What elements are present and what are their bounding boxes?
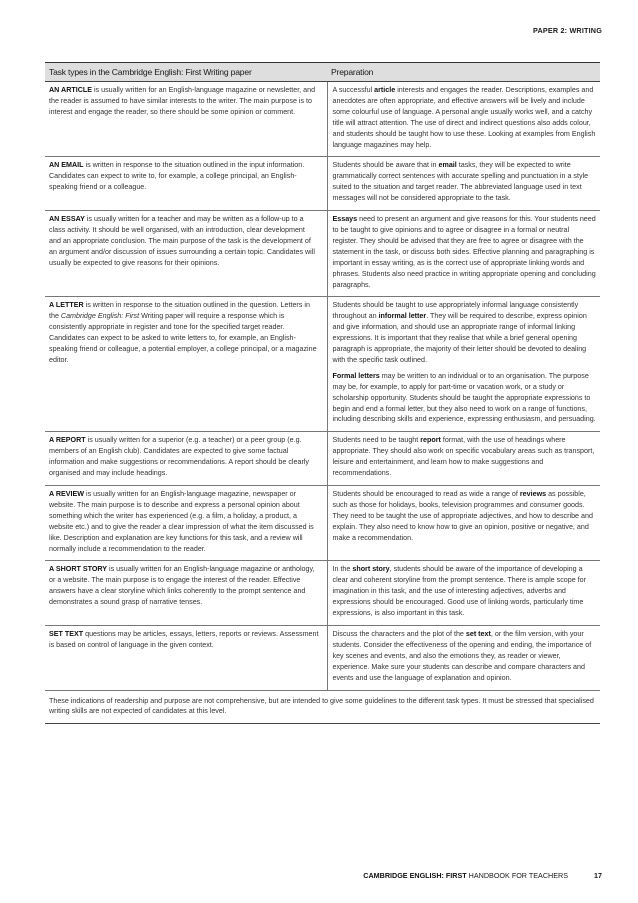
preparation-text: need to present an argument and give reasons for this. Your students need to be taught to give opinions and to agree or disagree in a formal or neutral register. They should be advised that they are free to agree or disagree with the statement in the task, or discuss both sides. Effective planning and paragraphing is important in essay writing, as is the correct use of appropriate linking words and phrases. Students also need practice in writing appropriate opening and concluding paragraphs. (332, 215, 596, 289)
task-description: is written in response to the situation outlined in the question. Letters in the (49, 301, 310, 321)
keyword: Formal letters (332, 371, 380, 380)
task-type-name: A REVIEW (49, 490, 85, 498)
keyword: article (374, 86, 396, 94)
task-cell (45, 157, 327, 211)
keyword: report (420, 436, 441, 445)
preparation-paragraph (333, 371, 597, 426)
preparation-cell (327, 297, 600, 432)
footer-title-bold: CAMBRIDGE ENGLISH: FIRST (363, 871, 467, 880)
preparation-text: as possible, such as those for holidays, books, television programmes and consumer goods. They need to be taught the use of appropriate adjectives, and how to describe and explain. They also need to know how to give an opinion, positive or negative, and make a recommendation. (332, 490, 593, 542)
task-type-name: A SHORT STORY (49, 565, 108, 574)
col-header-task-types: Task types in the Cambridge English: First Writing paper (45, 63, 327, 82)
preparation-text: A successful (332, 86, 375, 94)
task-type-name: AN ESSAY (49, 215, 85, 224)
task-type-name: A REPORT (49, 436, 86, 445)
preparation-cell (327, 157, 600, 211)
preparation-cell (327, 561, 600, 626)
task-cell (45, 82, 327, 157)
table-row-short-story (45, 561, 600, 626)
preparation-cell (327, 211, 600, 297)
preparation-cell (327, 82, 600, 157)
preparation-text: Students should be aware that in (332, 161, 439, 170)
task-type-name: SET TEXT (49, 629, 84, 638)
task-cell (45, 625, 327, 690)
table-row-essay (45, 211, 600, 297)
keyword: set text (465, 629, 491, 638)
task-description: is usually written for an English-language magazine or newsletter, and the reader is assumed to have similar interests to the writer. The main purpose is to interest and engage the reader, so there should be some opinion or comment. (49, 86, 316, 116)
preparation-text: interests and engages the reader. Descriptions, examples and anecdotes are often appropriate, and effective answers will be lively and include some colourful use of language. A personal angle usually works well, and a catchy title will attract attention. The use of direct and indirect questions also adds colour, and students should be taught how to use these. Looking at examples from English language magazines may help. (332, 86, 596, 149)
preparation-paragraph (333, 300, 597, 365)
preparation-text: , students should be aware of the importance of developing a clear and coherent storyline from the prompt sentence. There is ample scope for imagination in this task, and the use of interesting adjectives, adverbs and expressions should be encouraged. Good use of linking words, particularly time expressions, is also important in this task. (332, 565, 586, 618)
preparation-text: tasks, they will be expected to write grammatically correct sentences with accurate spelling and punctuation in a style suited to the situation and target reader. The abbreviated language used in text messages will not be considered appropriate to the task. (332, 161, 589, 203)
preparation-text: Discuss the characters and the plot of the (332, 629, 466, 638)
table-row-set-text (45, 625, 600, 690)
task-description: is usually written for a teacher and may be written as a follow-up to a class activity. It should be well organised, with an introduction, clear development and an appropriate conclusion. The main purpose of the task is the development of an argument and/or discussion of issues surrounding a certain topic. Candidates will usually be expected to give reasons for their opinions. (49, 215, 315, 267)
keyword: email (438, 161, 457, 170)
task-description: questions may be articles, essays, letters, reports or reviews. Assessment is based on control of language in the given context. (49, 629, 319, 649)
table-row-review (45, 486, 600, 561)
table-header-row (45, 63, 600, 82)
preparation-text: may be written to an individual or to an organisation. The purpose may be, for example, to apply for part-time or vacation work, or a study or scholarship opportunity. Students should be taught the appropriate expressions to begin and end a formal letter, but they also need to work on a range of functions, including describing skills and experience, expressing enthusiasm, and persuading. (332, 371, 596, 424)
preparation-text: . They will be required to describe, express opinion and give information, and should use an appropriate range of informal linking expressions. It is important that they realise that while a brief general opening paragraph is appropriate, the majority of their letter should be devoted to dealing with the specific task outlined. (332, 312, 587, 364)
task-type-name: AN EMAIL (49, 161, 84, 170)
task-cell (45, 432, 327, 486)
keyword: informal letter (378, 312, 427, 321)
table-row-article (45, 82, 600, 157)
exam-name-italic: Cambridge English: First (60, 312, 140, 321)
task-description: is usually written for an English-language magazine or anthology, or a website. The main purpose is to engage the interest of the reader. Effective answers have a clear storyline which links coherently to the prompt sentence and demonstrates a sound grasp of narrative tenses. (49, 565, 315, 607)
preparation-text: In the (332, 565, 353, 574)
footer-title-rest: HANDBOOK FOR TEACHERS (466, 871, 568, 880)
table-row-email (45, 157, 600, 211)
table-row-report (45, 432, 600, 486)
task-cell (45, 211, 327, 297)
task-description: Writing paper will require a response which is consistently appropriate in register and tone for the specified target reader. Candidates can expect to be asked to write letters to, for example, an English-speaking friend or colleague, a potential employer, a college principal, or a magazine editor. (49, 312, 317, 364)
preparation-text: , or the film version, with your students. Consider the effectiveness of the opening and ending, the importance of key scenes and events, and also the emotions they, as reader or viewer, experience. Make sure your students can describe and compare characters and events and use the language of explanation and opinion. (332, 629, 592, 682)
task-types-table (45, 62, 600, 724)
col-header-preparation: Preparation (327, 63, 600, 82)
task-description: is usually written for a superior (e.g. a teacher) or a peer group (e.g. members of an English club). Candidates are expected to give some factual information and make suggestions or recommendations. A report should be clearly organised and may include headings. (49, 436, 309, 478)
preparation-cell (327, 625, 600, 690)
preparation-cell (327, 432, 600, 486)
keyword: Essays (332, 215, 358, 224)
page-footer (363, 871, 602, 880)
preparation-text: Students should be encouraged to read as wide a range of (332, 490, 520, 498)
task-description: is usually written for an English-language magazine, newspaper or website. The main purpose is to describe and express a personal opinion about something which the writer has experienced (e.g. a film, a holiday, a product, a website etc.) and to give the reader a clear impression of what the item discussed is like. Description and explanation are key functions for this task, and a review will normally include a recommendation to the reader. (49, 490, 314, 553)
task-cell (45, 561, 327, 626)
table-note-row (45, 690, 600, 724)
keyword: reviews (519, 490, 547, 498)
table-note: These indications of readership and purpose are not comprehensive, but are intended to give some guidelines to the different task types. It must be stressed that specialised writing skills are not expected of candidates at this level. (45, 690, 600, 724)
task-description: is written in response to the situation outlined in the input information. Candidates can expect to write to, for example, a college principal, an English-speaking friend or a colleague. (49, 161, 305, 192)
preparation-text: format, with the use of headings where appropriate. They should also work on specific vocabulary areas such as transport, leisure and entertainment, and learn how to make suggestions and recommendations. (332, 436, 595, 478)
task-type-name: A LETTER (49, 301, 84, 310)
page-number: 17 (594, 871, 602, 880)
preparation-text: Students need to be taught (332, 436, 421, 445)
section-label: PAPER 2: WRITING (533, 26, 602, 35)
preparation-cell (327, 486, 600, 561)
task-cell (45, 486, 327, 561)
table-row-letter (45, 297, 600, 432)
task-cell (45, 297, 327, 432)
task-type-name: AN ARTICLE (49, 86, 92, 94)
preparation-text: Students should be taught to use appropriately informal language consistently throughout an (332, 301, 579, 321)
keyword: short story (352, 565, 390, 574)
